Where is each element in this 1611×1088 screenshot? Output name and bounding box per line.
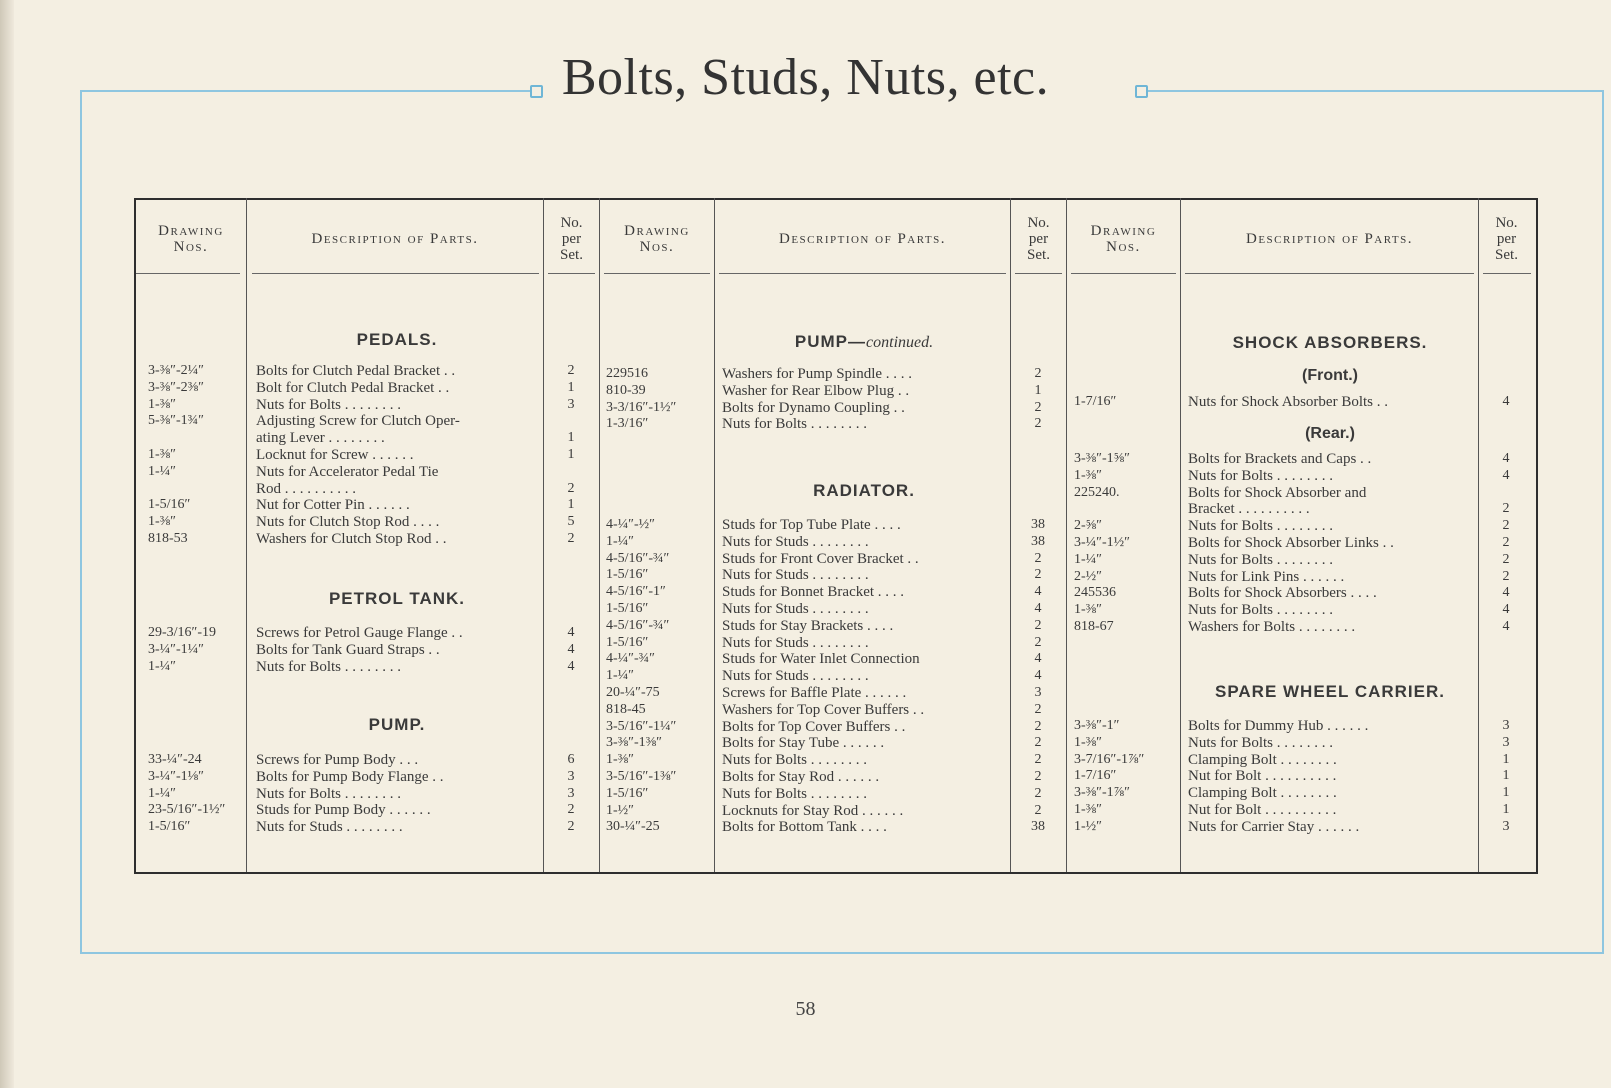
drawing-number: 5-⅜″-1¾″	[148, 413, 204, 429]
header-rule	[1483, 273, 1531, 274]
quantity-per-set: 1	[567, 379, 575, 395]
drawing-number: 33-¼″-24	[148, 752, 202, 767]
part-description: Bolts for Tank Guard Straps . .	[256, 641, 440, 658]
header-description: Description of Parts.	[1245, 231, 1413, 247]
drawing-number: 1-7/16″	[1074, 768, 1117, 784]
header-rule	[604, 273, 710, 274]
part-description: Nuts for Bolts . . . . . . . .	[722, 416, 868, 433]
drawing-number: 4-5/16″-¾″	[606, 617, 670, 633]
header-rule	[1015, 273, 1062, 274]
quantity-per-set: 3	[567, 768, 575, 784]
quantity-per-set: 4	[1502, 602, 1510, 618]
quantity-per-set: 2	[1034, 701, 1042, 717]
part-description: Studs for Pump Body . . . . . .	[256, 802, 431, 819]
quantity-per-set: 1	[1502, 751, 1510, 767]
drawing-number: 1-⅜″	[1074, 467, 1102, 483]
drawing-number: 1-⅜″	[1074, 802, 1102, 817]
quantity-per-set: 2	[1034, 752, 1042, 768]
quantity-per-set: 4	[1502, 451, 1510, 466]
drawing-number: 3-3/16″-1½″	[606, 399, 677, 415]
part-description: Adjusting Screw for Clutch Oper-	[256, 413, 460, 430]
drawing-number: 229516	[606, 366, 648, 381]
drawing-number: 30-¼″-25	[606, 819, 660, 835]
drawing-number: 1-⅜″	[148, 447, 176, 462]
section-title-spare-wheel-carrier: SPARE WHEEL CARRIER.	[1214, 682, 1445, 701]
drawing-number: 2-⅝″	[1074, 518, 1102, 534]
drawing-number: 4-¼″-¾″	[606, 651, 655, 667]
drawing-number: 225240.	[1074, 484, 1120, 500]
quantity-per-set: 2	[567, 363, 575, 378]
header-rule	[548, 273, 595, 274]
drawing-number: 3-⅜″-1⅞″	[1074, 785, 1130, 801]
drawing-number: 1-5/16″	[606, 567, 649, 583]
header-per-set: No. per Set.	[1495, 215, 1518, 263]
quantity-per-set: 3	[567, 396, 575, 412]
column-divider	[714, 198, 715, 872]
header-rule	[719, 273, 1006, 274]
part-description: Studs for Stay Brackets . . . .	[722, 617, 894, 634]
drawing-number: 1-½″	[1074, 818, 1102, 834]
part-description: Studs for Water Inlet Connection	[722, 651, 920, 668]
drawing-number: 1-⅜″	[148, 514, 176, 530]
part-description: Studs for Top Tube Plate . . . .	[722, 517, 901, 533]
section-title-radiator: RADIATOR.	[813, 481, 915, 500]
quantity-per-set: 2	[1034, 416, 1042, 432]
subsection-rear: (Rear.)	[1305, 425, 1355, 442]
quantity-per-set: 3	[1502, 818, 1510, 834]
part-description: Bolts for Pump Body Flange . .	[256, 768, 444, 785]
header-rule	[252, 273, 539, 274]
frame-ornament-left-icon	[530, 85, 543, 98]
part-description: Bracket . . . . . . . . . .	[1188, 501, 1310, 518]
quantity-per-set: 2	[1034, 550, 1042, 566]
quantity-per-set: 1	[1502, 802, 1510, 817]
drawing-number: 3-¼″-1¼″	[148, 641, 204, 657]
drawing-number: 1-¼″	[148, 785, 176, 801]
column-divider	[599, 198, 600, 872]
drawing-number: 1-5/16″	[606, 601, 649, 616]
quantity-per-set: 38	[1031, 533, 1045, 549]
section-title-pump: PUMP.	[368, 715, 426, 734]
part-description: ating Lever . . . . . . . .	[256, 430, 385, 447]
header-rule	[1071, 273, 1176, 274]
page-number: 58	[795, 998, 816, 1020]
quantity-per-set: 2	[1034, 567, 1042, 583]
part-description: Nuts for Bolts . . . . . . . .	[1188, 467, 1334, 484]
quantity-per-set: 1	[567, 447, 575, 462]
quantity-per-set	[549, 413, 593, 429]
page-title: Bolts, Studs, Nuts, etc.	[561, 49, 1050, 106]
drawing-number: 818-67	[1074, 619, 1114, 634]
part-description: Nuts for Clutch Stop Rod . . . .	[256, 514, 440, 531]
drawing-number: 1-⅜″	[1074, 734, 1102, 750]
drawing-number: 1-⅜″	[606, 752, 634, 768]
part-description: Bolts for Top Cover Buffers . .	[722, 718, 906, 735]
part-description: Nuts for Bolts . . . . . . . .	[1188, 602, 1334, 619]
part-description: Locknut for Screw . . . . . .	[256, 447, 414, 463]
part-description: Clamping Bolt . . . . . . . .	[1188, 751, 1337, 768]
drawing-number: 3-⅜″-2⅜″	[148, 379, 204, 395]
part-description: Nuts for Bolts . . . . . . . .	[256, 396, 402, 413]
part-description: Rod . . . . . . . . . .	[256, 480, 357, 497]
quantity-per-set: 2	[1034, 735, 1042, 751]
column-divider	[1010, 198, 1011, 872]
quantity-per-set: 4	[567, 641, 575, 657]
quantity-per-set: 2	[1034, 718, 1042, 734]
quantity-per-set: 6	[567, 752, 575, 767]
part-description: Nuts for Bolts . . . . . . . .	[256, 785, 402, 802]
drawing-number: 1-¼″	[148, 463, 176, 479]
part-description: Studs for Bonnet Bracket . . . .	[722, 584, 905, 601]
frame-ornament-right-icon	[1135, 85, 1148, 98]
drawing-number: 3-¼″-1⅛″	[148, 768, 204, 784]
drawing-number: 1-7/16″	[1074, 394, 1117, 409]
part-description: Nut for Bolt . . . . . . . . . .	[1188, 802, 1337, 818]
column-divider	[543, 198, 544, 872]
quantity-per-set: 38	[1031, 819, 1045, 835]
quantity-per-set: 1	[1034, 382, 1042, 398]
quantity-per-set: 1	[1502, 785, 1510, 801]
drawing-number: 1-5/16″	[606, 634, 649, 650]
part-description: Nuts for Bolts . . . . . . . .	[1188, 518, 1334, 535]
part-description: Nuts for Shock Absorber Bolts . .	[1188, 394, 1388, 410]
drawing-number: 3-⅜″-1″	[1074, 718, 1120, 733]
quantity-per-set: 1	[567, 497, 575, 513]
quantity-per-set: 4	[1034, 651, 1042, 667]
part-description: Screws for Baffle Plate . . . . . .	[722, 685, 907, 701]
header-drawing-nos: Drawing Nos.	[158, 223, 224, 255]
drawing-number: 3-5/16″-1¼″	[606, 718, 677, 734]
drawing-number: 20-¼″-75	[606, 685, 660, 700]
drawing-number: 1-3/16″	[606, 416, 649, 432]
part-description: Washer for Rear Elbow Plug . .	[722, 382, 910, 399]
section-title-shock-absorbers: SHOCK ABSORBERS.	[1232, 333, 1428, 352]
drawing-number: 1-¼″	[1074, 551, 1102, 567]
header-rule	[136, 273, 240, 274]
quantity-per-set: 4	[1502, 619, 1510, 634]
part-description: Nuts for Bolts . . . . . . . .	[256, 658, 402, 675]
part-description: Nuts for Carrier Stay . . . . . .	[1188, 818, 1360, 835]
drawing-number: 245536	[1074, 585, 1116, 601]
drawing-number: 29-3/16″-19	[148, 625, 217, 640]
column-divider	[1478, 198, 1479, 872]
quantity-per-set: 2	[1034, 366, 1042, 381]
quantity-per-set: 2	[1502, 568, 1510, 584]
quantity-per-set: 2	[1034, 634, 1042, 650]
quantity-per-set: 2	[567, 480, 575, 496]
quantity-per-set: 2	[1034, 802, 1042, 818]
quantity-per-set: 2	[1502, 501, 1510, 517]
quantity-per-set: 2	[1034, 399, 1042, 415]
part-description: Washers for Top Cover Buffers . .	[722, 701, 925, 718]
part-description: Nuts for Bolts . . . . . . . .	[722, 752, 868, 769]
quantity-per-set: 2	[1034, 769, 1042, 784]
drawing-number: 1-¼″	[606, 668, 634, 684]
quantity-per-set: 1	[567, 430, 575, 446]
part-description: Nuts for Link Pins . . . . . .	[1188, 568, 1345, 585]
drawing-number: 1-¼″	[606, 533, 634, 549]
part-description: Bolts for Dummy Hub . . . . . .	[1188, 718, 1369, 734]
part-description: Bolts for Bottom Tank . . . .	[722, 819, 887, 836]
part-description: Bolts for Brackets and Caps . .	[1188, 451, 1372, 467]
quantity-per-set: 1	[1502, 768, 1510, 784]
quantity-per-set: 4	[1034, 584, 1042, 600]
column-divider	[246, 198, 247, 872]
header-rule	[1185, 273, 1474, 274]
subsection-front: (Front.)	[1302, 367, 1358, 384]
drawing-number: 3-⅜″-1⅝″	[1074, 451, 1130, 466]
quantity-per-set: 3	[567, 785, 575, 801]
part-description: Bolts for Shock Absorber Links . .	[1188, 535, 1394, 551]
quantity-per-set: 3	[1502, 734, 1510, 750]
section-title-pedals: PEDALS.	[356, 330, 438, 349]
part-description: Bolts for Shock Absorber and	[1188, 484, 1367, 501]
part-description: Bolts for Dynamo Coupling . .	[722, 399, 905, 416]
quantity-per-set: 5	[567, 514, 575, 530]
drawing-number: 2-½″	[1074, 568, 1102, 584]
quantity-per-set: 2	[1034, 785, 1042, 801]
part-description: Nuts for Studs . . . . . . . .	[256, 819, 403, 836]
header-drawing-nos: Drawing Nos.	[624, 223, 690, 255]
quantity-per-set: 4	[1502, 467, 1510, 483]
drawing-number: 1-⅜″	[1074, 602, 1102, 618]
quantity-per-set: 38	[1031, 517, 1045, 532]
drawing-number: 1-5/16″	[606, 785, 649, 801]
drawing-number: 818-53	[148, 531, 188, 546]
quantity-per-set: 4	[1034, 601, 1042, 616]
drawing-number: 1-⅜″	[148, 396, 176, 412]
part-description: Studs for Front Cover Bracket . .	[722, 550, 919, 567]
quantity-per-set: 4	[567, 658, 575, 674]
drawing-number: 818-45	[606, 701, 646, 717]
part-description: Bolts for Stay Rod . . . . . .	[722, 769, 880, 785]
drawing-number: 3-¼″-1½″	[1074, 535, 1130, 550]
part-description: Screws for Petrol Gauge Flange . .	[256, 625, 463, 641]
drawing-number: 1-5/16″	[148, 819, 191, 835]
part-description: Bolts for Stay Tube . . . . . .	[722, 735, 885, 752]
part-description: Bolts for Clutch Pedal Bracket . .	[256, 363, 456, 379]
part-description: Nuts for Studs . . . . . . . .	[722, 533, 869, 550]
column-divider	[1180, 198, 1181, 872]
quantity-per-set	[1484, 485, 1528, 501]
part-description: Nut for Bolt . . . . . . . . . .	[1188, 768, 1337, 785]
quantity-per-set: 2	[1034, 617, 1042, 633]
quantity-per-set: 2	[567, 802, 575, 818]
header-description: Description of Parts.	[778, 231, 946, 247]
part-description: Nuts for Studs . . . . . . . .	[722, 668, 869, 685]
drawing-number: 810-39	[606, 382, 646, 398]
drawing-number: 4-5/16″-¾″	[606, 550, 670, 566]
part-description: Nuts for Bolts . . . . . . . .	[1188, 551, 1334, 568]
section-title-petrol-tank: PETROL TANK.	[328, 589, 466, 608]
quantity-per-set: 4	[1034, 668, 1042, 684]
quantity-per-set: 3	[1034, 685, 1042, 700]
quantity-per-set: 4	[1502, 394, 1510, 409]
part-description: Nuts for Bolts . . . . . . . .	[1188, 734, 1334, 751]
header-per-set: No. per Set.	[1027, 215, 1050, 263]
quantity-per-set	[549, 464, 593, 480]
part-description: Nut for Cotter Pin . . . . . .	[256, 497, 410, 514]
section-title-pump-continued: PUMP—continued.	[794, 332, 934, 351]
drawing-number: 3-⅜″-2¼″	[148, 363, 204, 378]
page-edge-shadow	[0, 0, 14, 1088]
quantity-per-set: 2	[1502, 551, 1510, 567]
part-description: Nuts for Accelerator Pedal Tie	[256, 463, 439, 480]
quantity-per-set: 2	[567, 531, 575, 546]
quantity-per-set: 2	[1502, 535, 1510, 550]
part-description: Nuts for Bolts . . . . . . . .	[722, 785, 868, 802]
part-description: Locknuts for Stay Rod . . . . . .	[722, 802, 904, 819]
part-description: Washers for Bolts . . . . . . . .	[1188, 619, 1356, 635]
quantity-per-set: 4	[567, 625, 575, 640]
part-description: Screws for Pump Body . . .	[256, 752, 419, 768]
quantity-per-set: 4	[1502, 585, 1510, 601]
drawing-number: 3-⅜″-1⅜″	[606, 735, 662, 751]
header-drawing-nos: Drawing Nos.	[1090, 223, 1157, 255]
part-description: Nuts for Studs . . . . . . . .	[722, 567, 869, 584]
quantity-per-set: 3	[1502, 718, 1510, 733]
drawing-number: 4-5/16″-1″	[606, 584, 666, 600]
part-description: Bolts for Shock Absorbers . . . .	[1188, 585, 1377, 602]
drawing-number: 1-5/16″	[148, 497, 191, 513]
drawing-number: 4-¼″-½″	[606, 517, 655, 532]
part-description: Clamping Bolt . . . . . . . .	[1188, 785, 1337, 802]
header-per-set: No. per Set.	[560, 215, 583, 263]
part-description: Washers for Pump Spindle . . . .	[722, 366, 913, 382]
part-description: Bolt for Clutch Pedal Bracket . .	[256, 379, 450, 396]
part-description: Nuts for Studs . . . . . . . .	[722, 634, 869, 651]
drawing-number: 1-½″	[606, 802, 634, 818]
part-description: Washers for Clutch Stop Rod . .	[256, 531, 447, 547]
header-description: Description of Parts.	[311, 231, 479, 247]
drawing-number: 1-¼″	[148, 658, 176, 674]
quantity-per-set: 2	[1502, 518, 1510, 534]
column-divider	[1066, 198, 1067, 872]
part-description: Nuts for Studs . . . . . . . .	[722, 601, 869, 617]
quantity-per-set: 2	[567, 819, 575, 835]
drawing-number: 3-7/16″-1⅞″	[1074, 751, 1145, 767]
drawing-number: 23-5/16″-1½″	[148, 802, 226, 818]
drawing-number: 3-5/16″-1⅜″	[606, 769, 677, 784]
